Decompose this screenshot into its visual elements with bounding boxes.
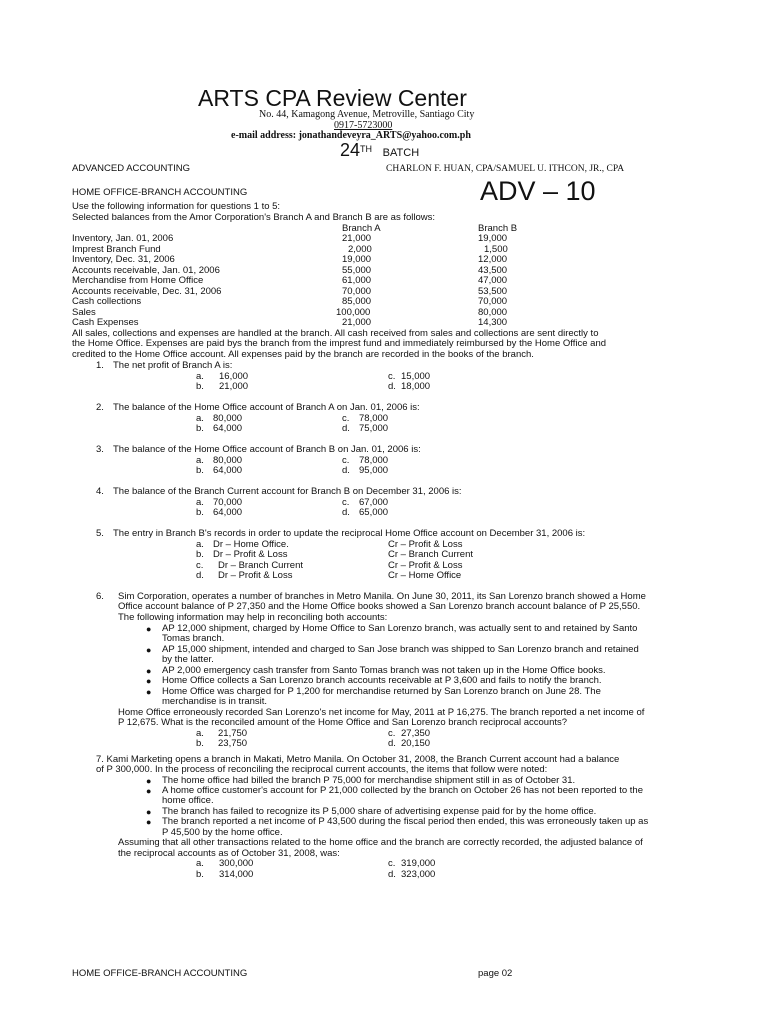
credit-entry: Cr – Home Office bbox=[388, 570, 462, 581]
bullet-text: merchandise is in transit. bbox=[162, 696, 268, 707]
choice-value: 80,000 bbox=[213, 413, 243, 424]
credit-entry: Cr – Branch Current bbox=[388, 549, 474, 560]
bullet-icon: ● bbox=[146, 776, 152, 786]
choice-value: 314,000 bbox=[219, 869, 254, 880]
bullet-icon: ● bbox=[146, 687, 152, 697]
question-text: The balance of the Branch Current account for Branch B on December 31, 2006 is: bbox=[113, 486, 462, 497]
choice-value: 319,000 bbox=[401, 858, 436, 869]
question-number: 4. bbox=[96, 486, 104, 497]
adv-code: ADV – 10 bbox=[480, 176, 596, 206]
choice-letter: b. bbox=[196, 549, 204, 560]
credit-entry: Cr – Profit & Loss bbox=[388, 560, 463, 571]
balance-a: 2,000 bbox=[348, 244, 372, 255]
choice-value: 64,000 bbox=[213, 507, 243, 518]
balance-a: 85,000 bbox=[342, 296, 372, 307]
choice-letter: b. bbox=[196, 869, 204, 880]
balance-label: Merchandise from Home Office bbox=[72, 275, 204, 286]
bullet-text: Home Office was charged for P 1,200 for merchandise returned by San Lorenzo branch on June 28. The bbox=[162, 686, 601, 697]
bullet-text: The branch reported a net income of P 43,500 during the fiscal period then ended, this was erroneously taken up as bbox=[162, 816, 649, 827]
choice-letter: a. bbox=[196, 728, 204, 739]
choice-letter: c. bbox=[388, 728, 396, 739]
credit-entry: Cr – Profit & Loss bbox=[388, 539, 463, 550]
choice-letter: d. bbox=[196, 570, 204, 581]
column-header-branch-a: Branch A bbox=[342, 223, 381, 234]
bullet-icon: ● bbox=[146, 666, 152, 676]
address: No. 44, Kamagong Avenue, Metroville, Santiago City bbox=[259, 109, 475, 120]
choice-value: 64,000 bbox=[213, 465, 243, 476]
balance-label: Accounts receivable, Dec. 31, 2006 bbox=[72, 286, 222, 297]
bullet-text: Home Office collects a San Lorenzo branch accounts receivable at P 3,600 and fails to notify the branch. bbox=[162, 675, 602, 686]
instructors: CHARLON F. HUAN, CPA/SAMUEL U. ITHCON, JR., CPA bbox=[386, 164, 625, 174]
question-text: Sim Corporation, operates a number of branches in Metro Manila. On June 30, 2011, its San Lorenzo branch showed a Home bbox=[118, 591, 646, 602]
choice-value: 78,000 bbox=[359, 413, 389, 424]
choice-letter: b. bbox=[196, 738, 204, 749]
debit-entry: Dr – Profit & Loss bbox=[218, 570, 293, 581]
question-text: The following information may help in reconciling both accounts: bbox=[118, 612, 388, 623]
balance-b: 53,500 bbox=[478, 286, 508, 297]
question-number: 5. bbox=[96, 528, 104, 539]
balance-a: 70,000 bbox=[342, 286, 372, 297]
center-name: ARTS CPA Review Center bbox=[198, 85, 467, 111]
choice-letter: c. bbox=[342, 497, 350, 508]
balance-label: Sales bbox=[72, 307, 96, 318]
balance-label: Imprest Branch Fund bbox=[72, 244, 161, 255]
balance-a: 21,000 bbox=[342, 317, 372, 328]
choice-value: 75,000 bbox=[359, 423, 389, 434]
balance-a: 21,000 bbox=[342, 233, 372, 244]
choice-letter: c. bbox=[342, 455, 350, 466]
choice-value: 65,000 bbox=[359, 507, 389, 518]
paragraph-line: the Home Office. Expenses are paid bys the branch from the imprest fund and immediately reimbursed by the Home Office and bbox=[72, 338, 607, 349]
choice-letter: b. bbox=[196, 423, 204, 434]
choice-letter: d. bbox=[342, 423, 350, 434]
question-number: 6. bbox=[96, 591, 104, 602]
choice-letter: c. bbox=[342, 413, 350, 424]
question-text: P 12,675. What is the reconciled amount of the Home Office and San Lorenzo branch reciprocal accounts? bbox=[118, 717, 568, 728]
phone: 0917-5723000 bbox=[334, 120, 393, 131]
debit-entry: Dr – Branch Current bbox=[218, 560, 304, 571]
footer-title: HOME OFFICE-BRANCH ACCOUNTING bbox=[72, 968, 248, 979]
batch-word: BATCH bbox=[382, 147, 420, 159]
choice-value: 16,000 bbox=[219, 371, 249, 382]
balance-b: 70,000 bbox=[478, 296, 508, 307]
choice-value: 15,000 bbox=[401, 371, 431, 382]
bullet-text: P 45,500 by the home office. bbox=[162, 827, 283, 838]
question-text: Home Office erroneously recorded San Lorenzo's net income for May, 2011 at P 16,275. The branch reported a net income of bbox=[118, 707, 645, 718]
question-number: 2. bbox=[96, 402, 104, 413]
topic: HOME OFFICE-BRANCH ACCOUNTING bbox=[72, 187, 248, 198]
intro-line: Use the following information for questions 1 to 5: bbox=[72, 201, 281, 212]
question-text: The balance of the Home Office account of Branch A on Jan. 01, 2006 is: bbox=[113, 402, 420, 413]
choice-letter: a. bbox=[196, 858, 204, 869]
question-text: of P 300,000. In the process of reconciling the reciprocal current accounts, the items that follow were noted: bbox=[96, 764, 548, 775]
batch-line bbox=[340, 140, 419, 160]
question-number: 1. bbox=[96, 360, 104, 371]
balance-b: 19,000 bbox=[478, 233, 508, 244]
choice-letter: d. bbox=[388, 381, 396, 392]
balance-b: 80,000 bbox=[478, 307, 508, 318]
choice-letter: c. bbox=[388, 858, 396, 869]
balance-a: 19,000 bbox=[342, 254, 372, 265]
choice-letter: a. bbox=[196, 413, 204, 424]
choice-letter: a. bbox=[196, 497, 204, 508]
choice-value: 95,000 bbox=[359, 465, 389, 476]
choice-letter: b. bbox=[196, 381, 204, 392]
intro-line: Selected balances from the Amor Corporation's Branch A and Branch B are as follows: bbox=[72, 212, 436, 223]
question-text: The entry in Branch B's records in order to update the reciprocal Home Office account on December 31, 2006 is: bbox=[113, 528, 586, 539]
subject: ADVANCED ACCOUNTING bbox=[72, 163, 191, 174]
choice-value: 70,000 bbox=[213, 497, 243, 508]
balance-a: 61,000 bbox=[342, 275, 372, 286]
balance-label: Cash Expenses bbox=[72, 317, 139, 328]
paragraph-line: All sales, collections and expenses are handled at the branch. All cash received from sales and collections are sent directly to bbox=[72, 328, 599, 339]
debit-entry: Dr – Profit & Loss bbox=[213, 549, 288, 560]
choice-value: 80,000 bbox=[213, 455, 243, 466]
question-text: 7. Kami Marketing opens a branch in Makati, Metro Manila. On October 31, 2008, the Branch Current account had a balance bbox=[96, 754, 620, 765]
choice-letter: d. bbox=[342, 507, 350, 518]
balance-b: 1,500 bbox=[484, 244, 508, 255]
balance-a: 100,000 bbox=[336, 307, 371, 318]
bullet-text: The branch has failed to recognize its P 5,000 share of advertising expense paid for by the home office. bbox=[162, 806, 597, 817]
question-text: Office account balance of P 27,350 and the Home Office books showed a San Lorenzo branch account balance of P 25,550. bbox=[118, 601, 641, 612]
bullet-icon: ● bbox=[146, 624, 152, 634]
balance-label: Inventory, Dec. 31, 2006 bbox=[72, 254, 175, 265]
bullet-icon: ● bbox=[146, 786, 152, 796]
bullet-text: AP 12,000 shipment, charged by Home Office to San Lorenzo branch, was actually sent to and retained by Santo bbox=[162, 623, 638, 634]
balance-b: 14,300 bbox=[478, 317, 508, 328]
choice-letter: c. bbox=[388, 371, 396, 382]
choice-letter: d. bbox=[342, 465, 350, 476]
choice-value: 78,000 bbox=[359, 455, 389, 466]
batch-suffix: TH bbox=[360, 143, 373, 154]
bullet-icon: ● bbox=[146, 645, 152, 655]
page-number: page 02 bbox=[478, 968, 513, 979]
choice-letter: a. bbox=[196, 371, 204, 382]
bullet-icon: ● bbox=[146, 676, 152, 686]
choice-letter: a. bbox=[196, 539, 204, 550]
question-text: the reciprocal accounts as of October 31, 2008, was: bbox=[118, 848, 340, 859]
choice-value: 27,350 bbox=[401, 728, 431, 739]
batch-number: 24 bbox=[340, 140, 361, 160]
balance-a: 55,000 bbox=[342, 265, 372, 276]
bullet-text: AP 2,000 emergency cash transfer from Santo Tomas branch was not taken up in the Home Office books. bbox=[162, 665, 606, 676]
choice-letter: b. bbox=[196, 465, 204, 476]
bullet-text: by the latter. bbox=[162, 654, 214, 665]
choice-value: 18,000 bbox=[401, 381, 431, 392]
bullet-icon: ● bbox=[146, 817, 152, 827]
bullet-text: The home office had billed the branch P 75,000 for merchandise shipment still in as of October 31. bbox=[162, 775, 576, 786]
choice-value: 21,750 bbox=[218, 728, 248, 739]
choice-value: 67,000 bbox=[359, 497, 389, 508]
choice-value: 21,000 bbox=[219, 381, 249, 392]
balance-label: Accounts receivable, Jan. 01, 2006 bbox=[72, 265, 220, 276]
bullet-text: A home office customer's account for P 21,000 collected by the branch on October 26 has not been reported to the bbox=[162, 785, 643, 796]
question-text: Assuming that all other transactions related to the home office and the branch are correctly recorded, the adjusted balance of bbox=[118, 837, 643, 848]
bullet-icon: ● bbox=[146, 807, 152, 817]
debit-entry: Dr – Home Office. bbox=[213, 539, 289, 550]
choice-letter: a. bbox=[196, 455, 204, 466]
choice-value: 64,000 bbox=[213, 423, 243, 434]
choice-value: 20,150 bbox=[401, 738, 431, 749]
bullet-text: Tomas branch. bbox=[162, 633, 225, 644]
balance-b: 43,500 bbox=[478, 265, 508, 276]
question-text: The balance of the Home Office account of Branch B on Jan. 01, 2006 is: bbox=[113, 444, 421, 455]
balance-b: 47,000 bbox=[478, 275, 508, 286]
balance-label: Inventory, Jan. 01, 2006 bbox=[72, 233, 174, 244]
email: e-mail address: jonathandeveyra_ARTS@yahoo.com.ph bbox=[231, 130, 471, 141]
choice-letter: d. bbox=[388, 738, 396, 749]
bullet-text: home office. bbox=[162, 795, 214, 806]
question-number: 3. bbox=[96, 444, 104, 455]
question-text: The net profit of Branch A is: bbox=[113, 360, 233, 371]
balance-b: 12,000 bbox=[478, 254, 508, 265]
choice-letter: c. bbox=[196, 560, 204, 571]
choice-value: 300,000 bbox=[219, 858, 254, 869]
bullet-text: AP 15,000 shipment, intended and charged to San Jose branch was shipped to San Lorenzo branch and retained bbox=[162, 644, 639, 655]
choice-letter: b. bbox=[196, 507, 204, 518]
paragraph-line: credited to the Home Office account. All expenses paid by the branch are recorded in the books of the branch. bbox=[72, 349, 534, 360]
balance-label: Cash collections bbox=[72, 296, 142, 307]
choice-value: 323,000 bbox=[401, 869, 436, 880]
choice-letter: d. bbox=[388, 869, 396, 880]
column-header-branch-b: Branch B bbox=[478, 223, 518, 234]
choice-value: 23,750 bbox=[218, 738, 248, 749]
